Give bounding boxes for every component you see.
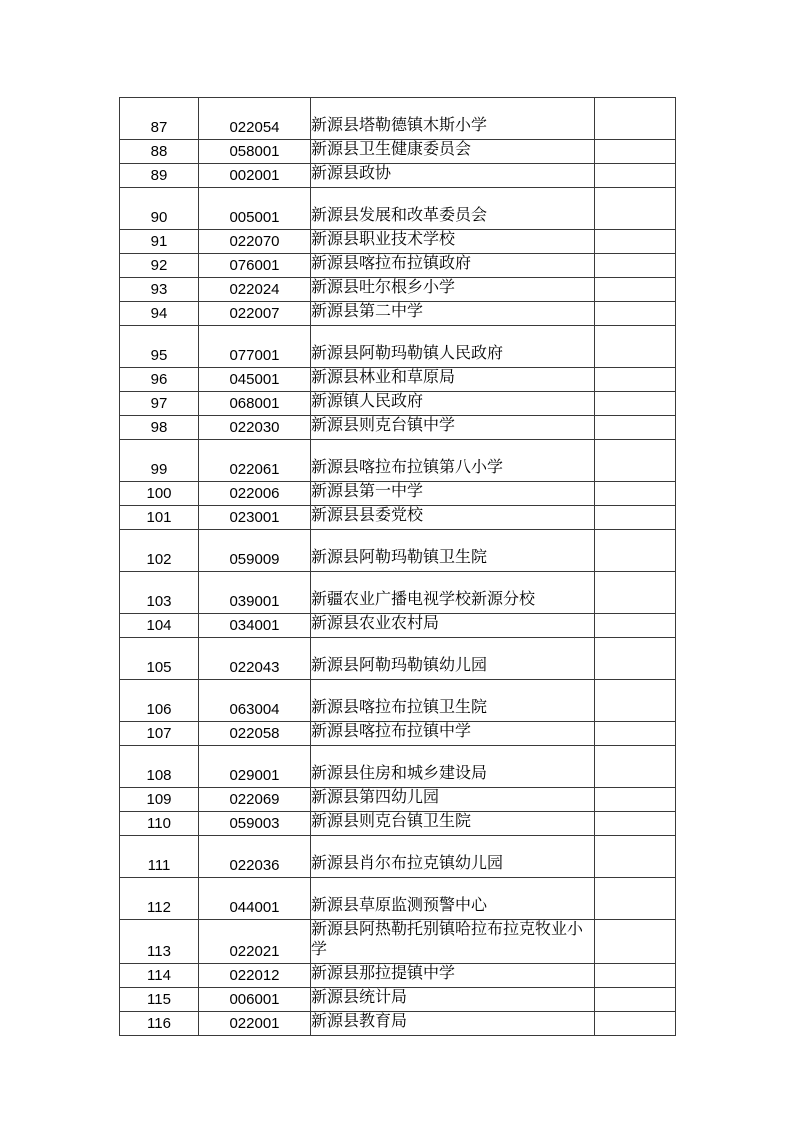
table-row bbox=[120, 812, 676, 836]
row-name-cell: 新源县阿勒玛勒镇卫生院 bbox=[311, 530, 595, 572]
table-row bbox=[120, 506, 676, 530]
table-row bbox=[120, 788, 676, 812]
table-row bbox=[120, 326, 676, 368]
row-code-cell: 022001 bbox=[199, 1012, 311, 1036]
table-row bbox=[120, 368, 676, 392]
row-number-cell: 116 bbox=[120, 1012, 199, 1036]
row-code-cell: 059009 bbox=[199, 530, 311, 572]
row-code-cell: 022036 bbox=[199, 836, 311, 878]
row-number-cell: 90 bbox=[120, 188, 199, 230]
table-row bbox=[120, 188, 676, 230]
row-code-cell: 022054 bbox=[199, 98, 311, 140]
row-blank-cell bbox=[595, 392, 676, 416]
row-number-cell: 108 bbox=[120, 746, 199, 788]
table-row bbox=[120, 230, 676, 254]
row-name-cell: 新源县喀拉布拉镇第八小学 bbox=[311, 440, 595, 482]
row-number-cell: 109 bbox=[120, 788, 199, 812]
row-blank-cell bbox=[595, 230, 676, 254]
row-number-cell: 99 bbox=[120, 440, 199, 482]
row-blank-cell bbox=[595, 416, 676, 440]
row-code-cell: 022021 bbox=[199, 920, 311, 964]
row-number-cell: 111 bbox=[120, 836, 199, 878]
row-number-cell: 103 bbox=[120, 572, 199, 614]
row-number-cell: 96 bbox=[120, 368, 199, 392]
table-row bbox=[120, 746, 676, 788]
row-number-cell: 105 bbox=[120, 638, 199, 680]
row-name-cell: 新源县喀拉布拉镇政府 bbox=[311, 254, 595, 278]
row-name-cell: 新源县发展和改革委员会 bbox=[311, 188, 595, 230]
row-blank-cell bbox=[595, 98, 676, 140]
row-blank-cell bbox=[595, 812, 676, 836]
table-row bbox=[120, 302, 676, 326]
table-row bbox=[120, 988, 676, 1012]
row-name-cell: 新源县住房和城乡建设局 bbox=[311, 746, 595, 788]
row-blank-cell bbox=[595, 254, 676, 278]
row-number-cell: 93 bbox=[120, 278, 199, 302]
row-blank-cell bbox=[595, 530, 676, 572]
row-name-cell: 新源县职业技术学校 bbox=[311, 230, 595, 254]
row-code-cell: 022006 bbox=[199, 482, 311, 506]
table-row bbox=[120, 572, 676, 614]
row-number-cell: 113 bbox=[120, 920, 199, 964]
row-code-cell: 077001 bbox=[199, 326, 311, 368]
row-blank-cell bbox=[595, 614, 676, 638]
table-row bbox=[120, 164, 676, 188]
table-row bbox=[120, 1012, 676, 1036]
table-row bbox=[120, 392, 676, 416]
row-blank-cell bbox=[595, 440, 676, 482]
row-code-cell: 022043 bbox=[199, 638, 311, 680]
row-blank-cell bbox=[595, 920, 676, 964]
row-name-cell: 新源县则克台镇卫生院 bbox=[311, 812, 595, 836]
row-code-cell: 002001 bbox=[199, 164, 311, 188]
row-name-cell: 新源县喀拉布拉镇卫生院 bbox=[311, 680, 595, 722]
row-code-cell: 068001 bbox=[199, 392, 311, 416]
row-blank-cell bbox=[595, 1012, 676, 1036]
row-code-cell: 022070 bbox=[199, 230, 311, 254]
row-blank-cell bbox=[595, 302, 676, 326]
row-blank-cell bbox=[595, 482, 676, 506]
row-blank-cell bbox=[595, 788, 676, 812]
row-name-cell: 新源县则克台镇中学 bbox=[311, 416, 595, 440]
table-row bbox=[120, 440, 676, 482]
table-row bbox=[120, 878, 676, 920]
row-name-cell: 新源县教育局 bbox=[311, 1012, 595, 1036]
row-code-cell: 063004 bbox=[199, 680, 311, 722]
row-number-cell: 97 bbox=[120, 392, 199, 416]
row-code-cell: 023001 bbox=[199, 506, 311, 530]
table-row bbox=[120, 416, 676, 440]
row-blank-cell bbox=[595, 878, 676, 920]
row-number-cell: 104 bbox=[120, 614, 199, 638]
row-code-cell: 045001 bbox=[199, 368, 311, 392]
table-row bbox=[120, 98, 676, 140]
row-code-cell: 022061 bbox=[199, 440, 311, 482]
table-row bbox=[120, 140, 676, 164]
row-blank-cell bbox=[595, 988, 676, 1012]
row-code-cell: 039001 bbox=[199, 572, 311, 614]
row-code-cell: 058001 bbox=[199, 140, 311, 164]
row-name-cell: 新源县吐尔根乡小学 bbox=[311, 278, 595, 302]
table-row bbox=[120, 836, 676, 878]
row-code-cell: 044001 bbox=[199, 878, 311, 920]
row-number-cell: 95 bbox=[120, 326, 199, 368]
row-name-cell: 新疆农业广播电视学校新源分校 bbox=[311, 572, 595, 614]
table-row bbox=[120, 614, 676, 638]
table-row bbox=[120, 638, 676, 680]
row-number-cell: 110 bbox=[120, 812, 199, 836]
row-code-cell: 029001 bbox=[199, 746, 311, 788]
row-name-cell: 新源县卫生健康委员会 bbox=[311, 140, 595, 164]
row-code-cell: 059003 bbox=[199, 812, 311, 836]
row-name-cell: 新源县林业和草原局 bbox=[311, 368, 595, 392]
row-code-cell: 022007 bbox=[199, 302, 311, 326]
row-blank-cell bbox=[595, 164, 676, 188]
row-code-cell: 076001 bbox=[199, 254, 311, 278]
row-blank-cell bbox=[595, 572, 676, 614]
row-number-cell: 98 bbox=[120, 416, 199, 440]
row-name-cell: 新源县肖尔布拉克镇幼儿园 bbox=[311, 836, 595, 878]
row-number-cell: 88 bbox=[120, 140, 199, 164]
row-code-cell: 022058 bbox=[199, 722, 311, 746]
row-number-cell: 87 bbox=[120, 98, 199, 140]
table-row bbox=[120, 964, 676, 988]
table-row bbox=[120, 920, 676, 964]
row-name-cell: 新源县阿热勒托别镇哈拉布拉克牧业小学 bbox=[311, 920, 595, 964]
row-blank-cell bbox=[595, 638, 676, 680]
row-number-cell: 102 bbox=[120, 530, 199, 572]
table-row bbox=[120, 278, 676, 302]
table-row bbox=[120, 680, 676, 722]
row-number-cell: 101 bbox=[120, 506, 199, 530]
row-blank-cell bbox=[595, 680, 676, 722]
row-name-cell: 新源县第二中学 bbox=[311, 302, 595, 326]
row-code-cell: 034001 bbox=[199, 614, 311, 638]
row-name-cell: 新源县农业农村局 bbox=[311, 614, 595, 638]
row-name-cell: 新源县阿勒玛勒镇人民政府 bbox=[311, 326, 595, 368]
table-row bbox=[120, 254, 676, 278]
row-name-cell: 新源县那拉提镇中学 bbox=[311, 964, 595, 988]
row-code-cell: 005001 bbox=[199, 188, 311, 230]
table-row bbox=[120, 530, 676, 572]
row-name-cell: 新源县统计局 bbox=[311, 988, 595, 1012]
table-row bbox=[120, 722, 676, 746]
row-name-cell: 新源县第一中学 bbox=[311, 482, 595, 506]
row-number-cell: 92 bbox=[120, 254, 199, 278]
row-number-cell: 91 bbox=[120, 230, 199, 254]
row-blank-cell bbox=[595, 368, 676, 392]
org-table bbox=[119, 97, 676, 1036]
row-code-cell: 022012 bbox=[199, 964, 311, 988]
row-blank-cell bbox=[595, 188, 676, 230]
row-number-cell: 89 bbox=[120, 164, 199, 188]
row-blank-cell bbox=[595, 836, 676, 878]
row-name-cell: 新源县喀拉布拉镇中学 bbox=[311, 722, 595, 746]
row-code-cell: 006001 bbox=[199, 988, 311, 1012]
row-name-cell: 新源县阿勒玛勒镇幼儿园 bbox=[311, 638, 595, 680]
row-name-cell: 新源县塔勒德镇木斯小学 bbox=[311, 98, 595, 140]
row-blank-cell bbox=[595, 722, 676, 746]
row-blank-cell bbox=[595, 326, 676, 368]
row-name-cell: 新源县第四幼儿园 bbox=[311, 788, 595, 812]
row-name-cell: 新源县县委党校 bbox=[311, 506, 595, 530]
row-number-cell: 114 bbox=[120, 964, 199, 988]
row-blank-cell bbox=[595, 140, 676, 164]
row-blank-cell bbox=[595, 506, 676, 530]
row-blank-cell bbox=[595, 278, 676, 302]
row-number-cell: 107 bbox=[120, 722, 199, 746]
row-name-cell: 新源镇人民政府 bbox=[311, 392, 595, 416]
row-name-cell: 新源县草原监测预警中心 bbox=[311, 878, 595, 920]
row-number-cell: 106 bbox=[120, 680, 199, 722]
row-code-cell: 022024 bbox=[199, 278, 311, 302]
row-number-cell: 94 bbox=[120, 302, 199, 326]
row-number-cell: 115 bbox=[120, 988, 199, 1012]
row-code-cell: 022030 bbox=[199, 416, 311, 440]
table-row bbox=[120, 482, 676, 506]
row-number-cell: 100 bbox=[120, 482, 199, 506]
row-blank-cell bbox=[595, 746, 676, 788]
org-table-body bbox=[120, 98, 676, 1036]
row-name-cell: 新源县政协 bbox=[311, 164, 595, 188]
row-blank-cell bbox=[595, 964, 676, 988]
row-number-cell: 112 bbox=[120, 878, 199, 920]
row-code-cell: 022069 bbox=[199, 788, 311, 812]
